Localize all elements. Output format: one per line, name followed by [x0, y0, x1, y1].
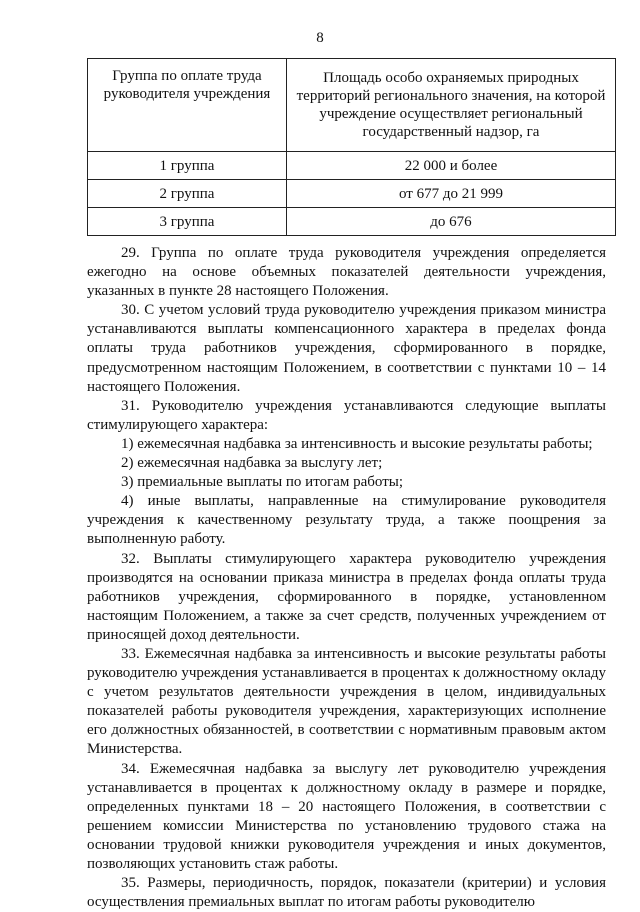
paragraph-33: 33. Ежемесячная надбавка за интенсивность и высокие результаты работы руководителю учреждения устанавливается в процентах к должностному окладу с учетом результатов деятельности учреждения в целом, индивидуальных показателей работы руководителя учреждения, характеризующих исполнение его должностных обязанностей, в соответствии с нормативным правовым актом Министерства.	[87, 645, 606, 758]
document-body	[87, 244, 606, 912]
table-cell-area: от 677 до 21 999	[287, 180, 616, 208]
paragraph-31: 31. Руководителю учреждения устанавливаются следующие выплаты стимулирующего характера:	[87, 397, 606, 433]
table-cell-group: 1 группа	[88, 152, 287, 180]
table-row	[88, 180, 616, 208]
paragraph-29: 29. Группа по оплате труда руководителя учреждения определяется ежегодно на основе объемных показателей деятельности учреждения, указанных в пункте 28 настоящего Положения.	[87, 245, 606, 300]
table-header-area: Площадь особо охраняемых природных территорий регионального значения, на которой учреждение осуществляет региональный государственный надзор, га	[287, 59, 616, 152]
table-cell-group: 2 группа	[88, 180, 287, 208]
table-row	[88, 208, 616, 236]
table-header-row	[88, 59, 616, 152]
list-item-1: 1) ежемесячная надбавка за интенсивность и высокие результаты работы;	[121, 435, 593, 452]
table-cell-area: до 676	[287, 208, 616, 236]
pay-group-table	[87, 58, 616, 236]
list-item-3: 3) премиальные выплаты по итогам работы;	[121, 474, 404, 491]
table-cell-area: 22 000 и более	[287, 152, 616, 180]
paragraph-30: 30. С учетом условий труда руководителю учреждения приказом министра устанавливаются выплаты компенсационного характера в пределах фонда оплаты труда работников учреждения, сформированного в порядке, предусмотренном настоящим Положением, в соответствии с пунктами 10 – 14 настоящего Положения.	[87, 302, 606, 395]
table-cell-group: 3 группа	[88, 208, 287, 236]
table-header-group: Группа по оплате труда руководителя учреждения	[88, 59, 287, 152]
list-item-4: 4) иные выплаты, направленные на стимулирование руководителя учреждения к качественному результату труда, а также поощрения за выполненную работу.	[87, 493, 606, 548]
list-item-2: 2) ежемесячная надбавка за выслугу лет;	[121, 455, 383, 472]
paragraph-32: 32. Выплаты стимулирующего характера руководителю учреждения производятся на основании приказа министра в пределах фонда оплаты труда работников учреждения, сформированного в порядке, установленном настоящим Положением, а также за счет средств, полученных учреждением от приносящей доход деятельности.	[87, 550, 606, 643]
table-row	[88, 152, 616, 180]
paragraph-35: 35. Размеры, периодичность, порядок, показатели (критерии) и условия осуществления премиальных выплат по итогам работы руководителю	[87, 875, 606, 911]
paragraph-34: 34. Ежемесячная надбавка за выслугу лет руководителю учреждения устанавливается в процентах к должностному окладу в размере и порядке, определенных пунктами 18 – 20 настоящего Положения, в соответствии с решением комиссии Министерства по установлению трудового стажа на основании трудовой книжки руководителя учреждения и иных документов, позволяющих установить стаж работы.	[87, 760, 606, 872]
page-number: 8	[316, 30, 324, 46]
